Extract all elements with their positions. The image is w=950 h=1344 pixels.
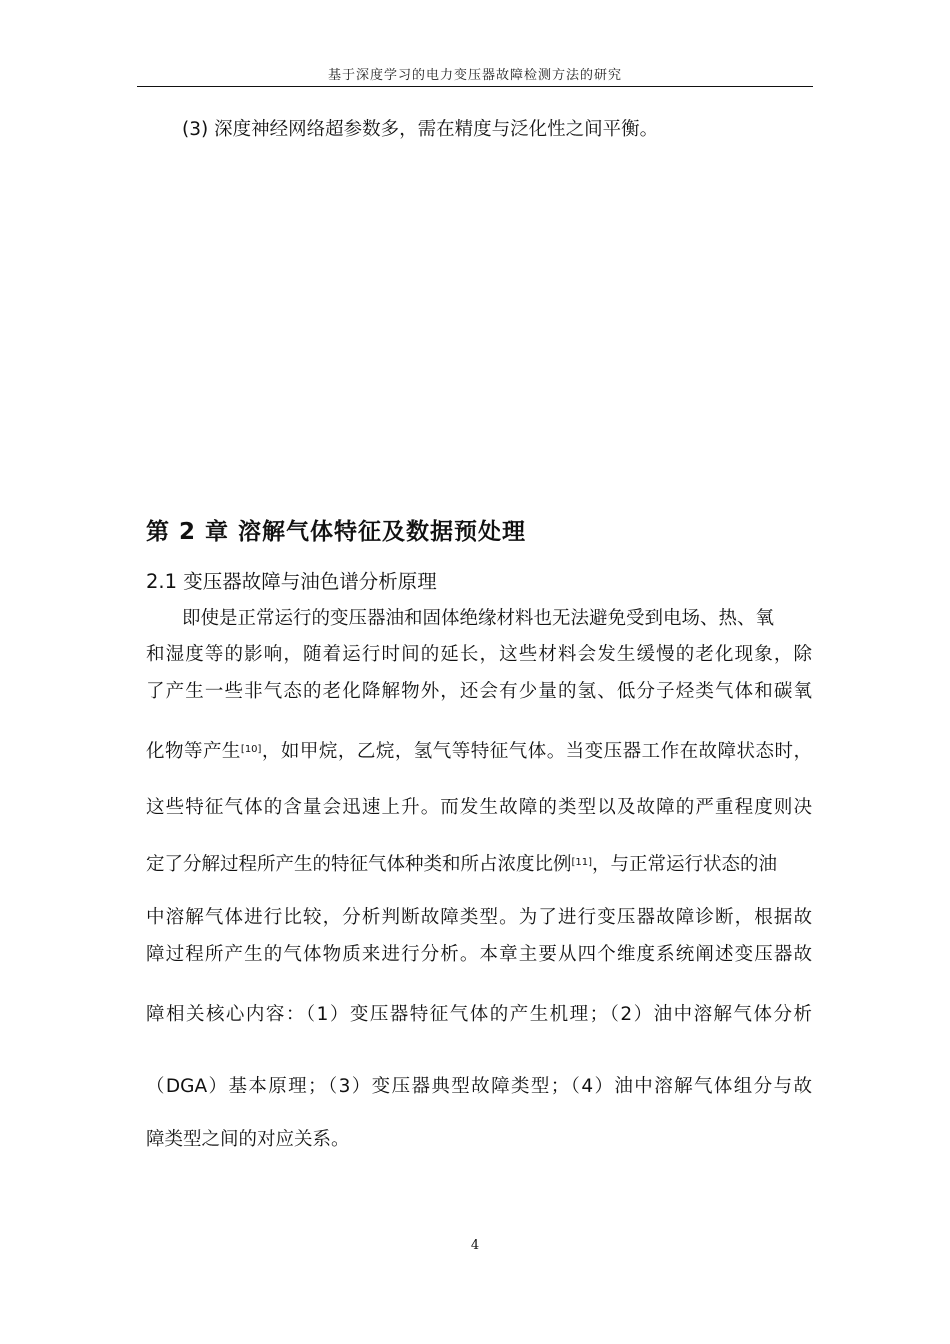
section-heading: 2.1 变压器故障与油色谱分析原理 xyxy=(146,570,437,593)
paragraph-line: 障过程所产生的气体物质来进行分析。本章主要从四个维度系统阐述变压器故 xyxy=(146,944,812,965)
paragraph-text: ，与正常运行状态的油 xyxy=(592,854,778,875)
paragraph-line: 中溶解气体进行比较，分析判断故障类型。为了进行变压器故障诊断，根据故 xyxy=(146,907,812,928)
citation-reference: [10] xyxy=(240,744,262,755)
paragraph-text: 化物等产生 xyxy=(146,741,241,762)
header-divider xyxy=(137,86,813,87)
page-number: 4 xyxy=(470,1238,480,1253)
paragraph-text: 定了分解过程所产生的特征气体种类和所占浓度比例 xyxy=(146,854,572,875)
running-header: 基于深度学习的电力变压器故障检测方法的研究 xyxy=(327,68,622,83)
paragraph-text: ，如甲烷，乙烷，氢气等特征气体。当变压器工作在故障状态时， xyxy=(261,741,812,762)
paragraph-line xyxy=(146,851,777,879)
paragraph-line: 这些特征气体的含量会迅速上升。而发生故障的类型以及故障的严重程度则决 xyxy=(146,797,812,818)
paragraph-line xyxy=(146,738,812,766)
citation-reference: [11] xyxy=(571,857,593,868)
list-item-3: (3) 深度神经网络超参数多，需在精度与泛化性之间平衡。 xyxy=(182,119,659,140)
paragraph-line: （DGA）基本原理；（3）变压器典型故障类型；（4）油中溶解气体组分与故 xyxy=(146,1076,812,1097)
paragraph-line: 障类型之间的对应关系。 xyxy=(146,1129,350,1150)
paragraph-line: 和湿度等的影响，随着运行时间的延长，这些材料会发生缓慢的老化现象，除 xyxy=(146,644,812,665)
chapter-heading: 第 2 章 溶解气体特征及数据预处理 xyxy=(146,519,527,545)
paragraph-line: 障相关核心内容：（1）变压器特征气体的产生机理；（2）油中溶解气体分析 xyxy=(146,1004,812,1025)
paragraph-line: 了产生一些非气态的老化降解物外，还会有少量的氢、低分子烃类气体和碳氧 xyxy=(146,681,812,702)
paragraph-line: 即使是正常运行的变压器油和固体绝缘材料也无法避免受到电场、热、氧 xyxy=(182,608,775,629)
